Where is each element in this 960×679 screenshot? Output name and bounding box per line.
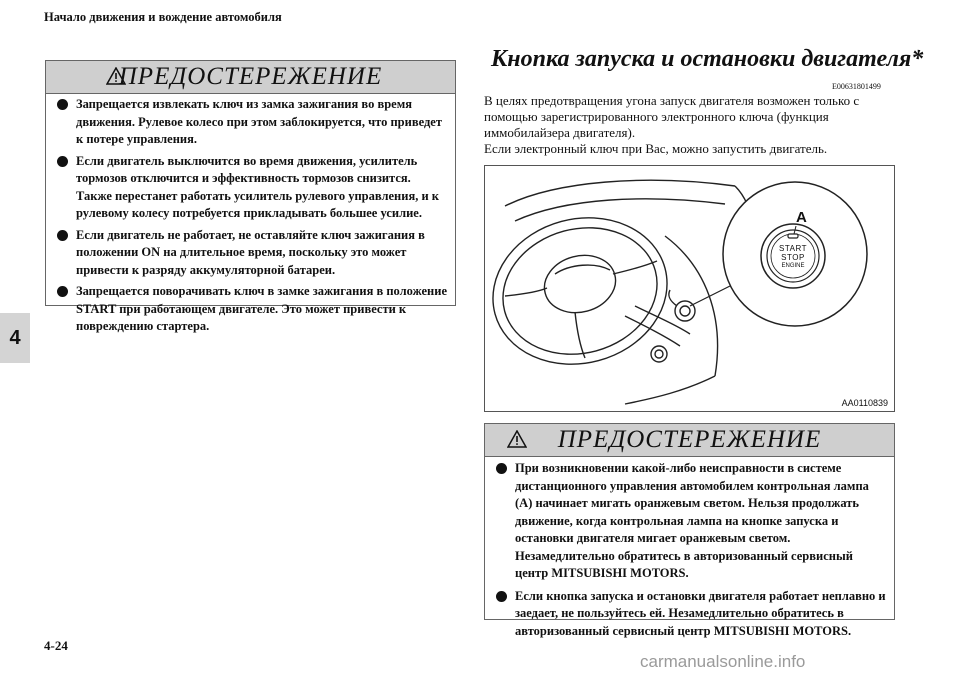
warning-title: ПРЕДОСТЕРЕЖЕНИЕ (557, 426, 822, 453)
warning-header (485, 424, 894, 457)
warning-item: Запрещается извлекать ключ из замка зажигания во время движения. Рулевое колесо при этом заблокируется, что приведет к потере управления. (56, 96, 447, 149)
warning-list (46, 94, 455, 336)
button-label-stop: STOP (781, 253, 805, 262)
bullet-icon (57, 286, 68, 297)
warning-item: Если двигатель выключится во время движения, усилитель тормозов отключится и эффективность тормозов снизится. Также перестанет работать усилитель рулевого управления, и к рулевому колесу потребуется прикладывать большее усилие. (56, 153, 447, 223)
bullet-icon (57, 156, 68, 167)
paragraph: В целях предотвращения угона запуск двигателя возможен только с помощью зарегистрированного электронного ключа (функция иммобилайзера двигателя). (484, 93, 860, 140)
warning-item: Если двигатель не работает, не оставляйте ключ зажигания в положении ON на длительное время, поскольку это может привести к разряду аккумуляторной батареи. (56, 227, 447, 280)
bullet-icon (57, 99, 68, 110)
warning-box-left (45, 60, 456, 333)
warning-header (46, 61, 455, 94)
button-label-start: START (779, 244, 807, 253)
warning-title: ПРЕДОСТЕРЕЖЕНИЕ (118, 63, 383, 90)
chapter-tab: 4 (0, 313, 30, 363)
bullet-icon (57, 230, 68, 241)
watermark: carmanualsonline.info (640, 652, 806, 671)
section-code: E00631801499 (832, 82, 881, 91)
section-title: Кнопка запуска и остановки двигателя* (491, 46, 924, 72)
button-label-engine: ENGINE (781, 263, 805, 269)
warning-item: Запрещается поворачивать ключ в замке зажигания в положение START при работающем двигателе. Это может привести к повреждению стартера. (56, 283, 447, 336)
callout-label-a: A (796, 209, 807, 226)
bullet-icon (496, 591, 507, 602)
page-number: 4-24 (44, 638, 68, 653)
warning-item: При возникновении какой-либо неисправности в системе дистанционного управления автомобилем контрольная лампа (A) начинает мигать оранжевым светом. Нельзя продолжать движение, когда контрольная лампа на кнопке запуска и остановки двигателя мигает оранжевым светом. Незамедлительно обратитесь в авторизованный сервисный центр MITSUBISHI MOTORS. (495, 460, 886, 583)
warning-box-right (484, 423, 895, 638)
steering-wheel-illustration (484, 165, 895, 412)
section-body (484, 93, 904, 157)
page-header: Начало движения и вождение автомобиля (44, 10, 282, 24)
illustration-drawing (485, 166, 895, 412)
warning-list (485, 457, 894, 640)
bullet-icon (496, 463, 507, 474)
warning-item: Если кнопка запуска и остановки двигателя работает неплавно и заедает, не пользуйтесь ей. Незамедлительно обратитесь в авторизованный сервисный центр MITSUBISHI MOTORS. (495, 588, 886, 641)
figure-code: AA0110839 (841, 398, 888, 408)
paragraph: Если электронный ключ при Вас, можно запустить двигатель. (484, 141, 828, 156)
